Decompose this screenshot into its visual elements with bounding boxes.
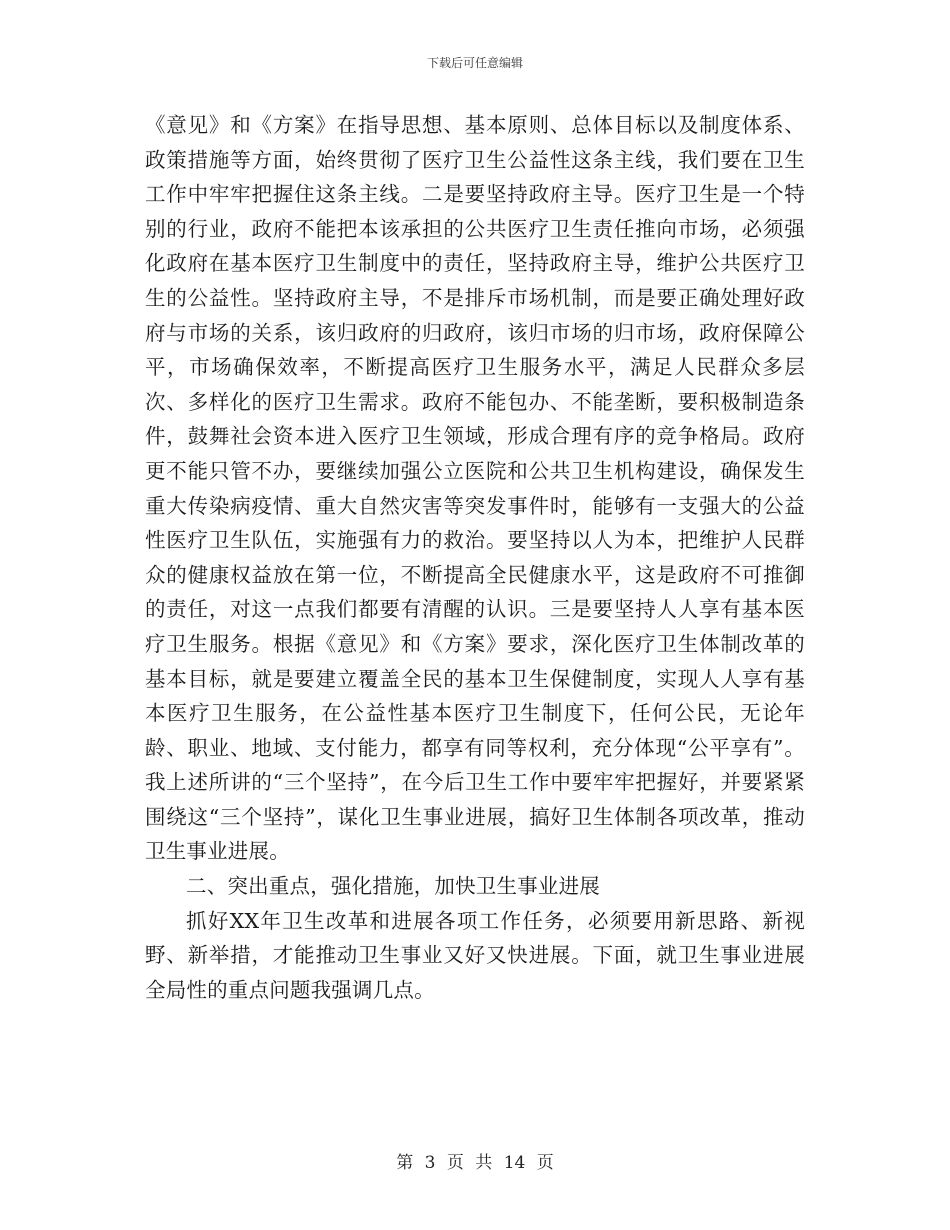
document-body — [145, 108, 805, 1007]
body-paragraph: 抓好XX年卫生改革和进展各项工作任务，必须要用新思路、新视野、新举措，才能推动卫生事业又好又快进展。下面，就卫生事业进展全局性的重点问题我强调几点。 — [145, 908, 805, 1002]
page-number-footer: 第 3 页 共 14 页 — [396, 1153, 554, 1173]
section-heading: 二、突出重点，强化措施，加快卫生事业进展 — [186, 874, 600, 899]
body-paragraph: 《意见》和《方案》在指导思想、基本原则、总体目标以及制度体系、政策措施等方面，始终贯彻了医疗卫生公益性这条主线，我们要在卫生工作中牢牢把握住这条主线。二是要坚持政府主导。医疗卫生是一个特别的行业，政府不能把本该承担的公共医疗卫生责任推向市场，必须强化政府在基本医疗卫生制度中的责任，坚持政府主导，维护公共医疗卫生的公益性。坚持政府主导，不是排斥市场机制，而是要正确处理好政府与市场的关系，该归政府的归政府，该归市场的归市场，政府保障公平，市场确保效率，不断提高医疗卫生服务水平，满足人民群众多层次、多样化的医疗卫生需求。政府不能包办、不能垄断，要积极制造条件，鼓舞社会资本进入医疗卫生领域，形成合理有序的竞争格局。政府更不能只管不办，要继续加强公立医院和公共卫生机构建设，确保发生重大传染病疫情、重大自然灾害等突发事件时，能够有一支强大的公益性医疗卫生队伍，实施强有力的救治。要坚持以人为本，把维护人民群众的健康权益放在第一位，不断提高全民健康水平，这是政府不可推御的责任，对这一点我们都要有清醒的认识。三是要坚持人人享有基本医疗卫生服务。根据《意见》和《方案》要求，深化医疗卫生体制改革的基本目标，就是要建立覆盖全民的基本卫生保健制度，实现人人享有基本医疗卫生服务，在公益性基本医疗卫生制度下，任何公民，无论年龄、职业、地域、支付能力，都享有同等权利，充分体现“公平享有”。我上述所讲的“三个坚持”，在今后卫生工作中要牢牢把握好，并要紧紧围绕这“三个坚持”，谋化卫生事业进展，搞好卫生体制各项改革，推动卫生事业进展。 — [145, 113, 805, 864]
page-header: 下载后可任意编辑 — [426, 56, 523, 70]
